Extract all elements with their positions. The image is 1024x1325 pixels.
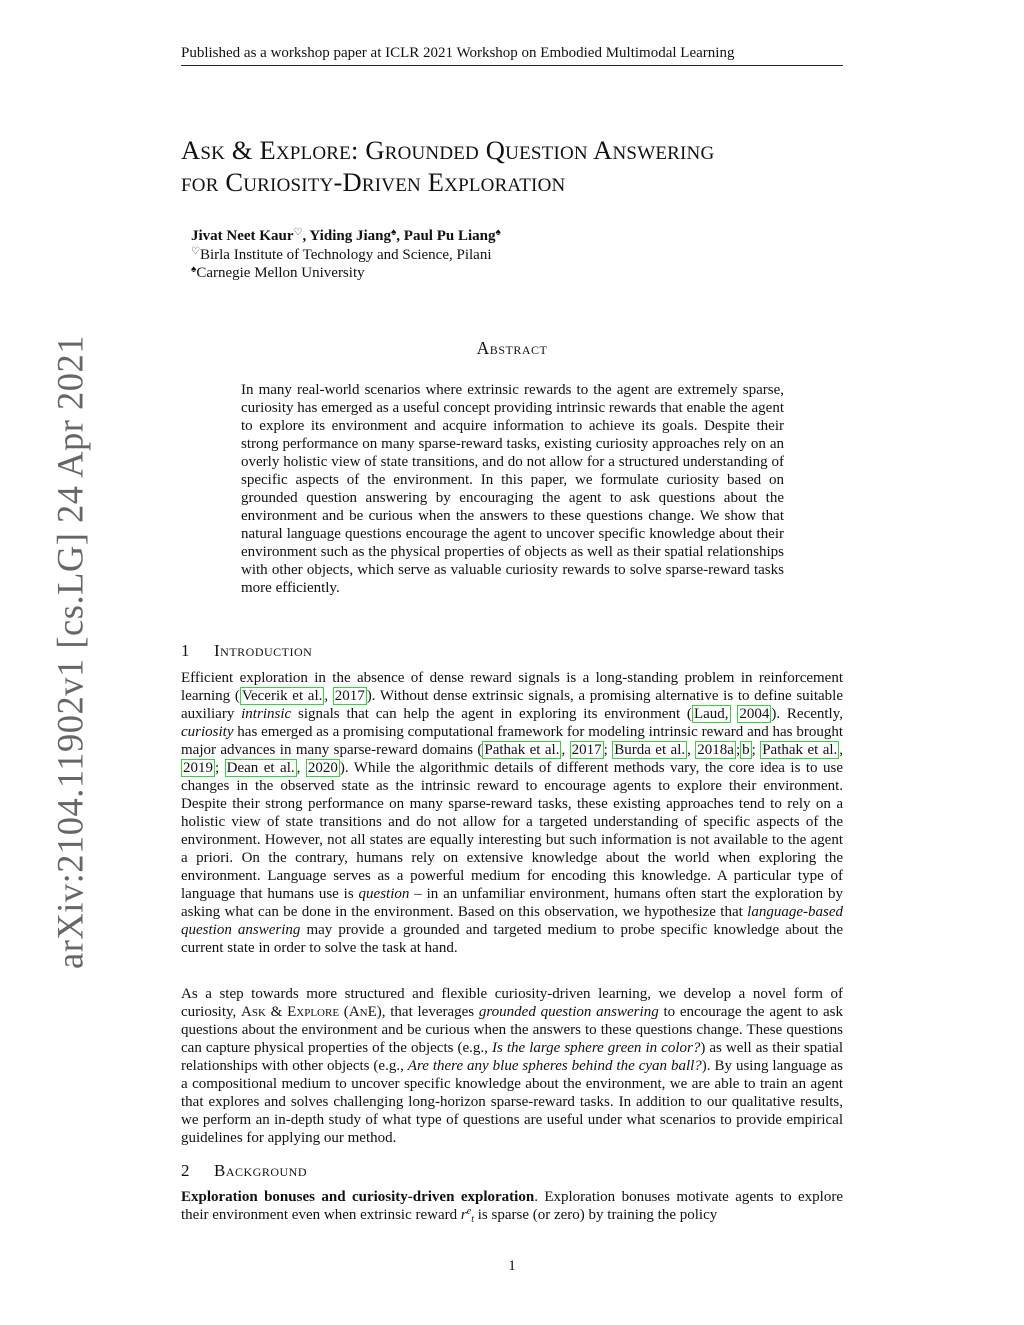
text-run: ; [603,742,613,758]
text-run: , [839,742,844,758]
affiliation-mark-spade: ♠ [390,227,397,238]
citation-link[interactable]: b [742,742,750,758]
affiliation-1 [191,246,791,265]
text-run: , [687,742,696,758]
text-run: ; [215,760,225,776]
author-names [191,227,791,246]
section-title: Background [214,1161,308,1180]
affiliation-2 [191,264,791,283]
paragraph-lead: Exploration bonuses and curiosity-driven exploration [181,1189,535,1205]
abstract-heading: Abstract [476,338,548,358]
author-1: Jivat Neet Kaur [191,228,294,244]
text-run: has emerged as a promising computational framework for modeling intrinsic reward and has brought major advances in many sparse-reward domains ( [181,724,843,758]
author-3: Paul Pu Liang [403,228,496,244]
text-run: is sparse (or zero) by training the policy [473,1207,718,1223]
citation-link[interactable]: Dean et al. [226,760,295,776]
text-run: , [324,688,333,704]
running-header: Published as a workshop paper at ICLR 2021 Workshop on Embodied Multimodal Learning [181,44,843,66]
text-run: may provide a grounded and targeted medium to probe specific knowledge about the current state in order to solve the task at hand. [181,922,843,956]
citation-link[interactable]: Pathak et al. [484,742,560,758]
title-line-2: for Curiosity-Driven Exploration [181,167,566,197]
affiliation-mark-heart: ♡ [293,227,303,238]
emphasis: Is the large sphere green in color? [491,1040,701,1056]
math-superscript: e [466,1206,472,1217]
text-run: to encourage the agent to ask questions about the environment and be curious when the answers to these questions change. These questions can capture physical properties of the objects (e.g., [181,1004,843,1056]
emphasis: intrinsic [241,706,292,722]
citation-link[interactable]: Pathak et al. [762,742,838,758]
citation-link[interactable]: Laud, [693,706,729,722]
citation-link[interactable]: 2020 [307,760,338,776]
text-run: . Exploration bonuses motivate agents to explore their environment even when extrinsic reward [181,1189,843,1223]
affiliation-mark-spade: ♠ [191,264,197,275]
text-run: , [561,742,570,758]
title-line-1: Ask & Explore: Grounded Question Answering [181,135,715,165]
section-heading-background [181,1161,843,1181]
text-run: As a step towards more structured and flexible curiosity-driven learning, we develop a novel form of curiosity, [181,986,843,1020]
intro-paragraph-1 [181,669,843,957]
text-run: ). By using language as a compositional medium to uncover specific knowledge about the environment, we are able to train an agent that explores and solves challenging long-horizon sparse-reward tasks. In addition to our qualitative results, we perform an in-depth study of what type of questions are useful under what scenarios to provide empirical guidelines for applying our method. [181,1058,843,1146]
citation-link[interactable]: 2004 [739,706,770,722]
emphasis: grounded question answering [478,1004,659,1020]
text-run: signals that can help the agent in exploring its environment ( [291,706,692,722]
math-subscript: t [471,1214,474,1225]
section-number: 1 [181,641,190,660]
emphasis: curiosity [181,724,234,740]
author-separator: , [302,228,310,244]
citation-link[interactable]: 2017 [334,688,365,704]
citation-link[interactable]: Burda et al. [614,742,686,758]
math-reward-symbol [461,1207,474,1223]
author-block [191,227,791,283]
text-run: – in an unfamiliar environment, humans often start the exploration by asking what can be done in the environment. Based on this observation, we hypothesize that [181,886,843,920]
method-abbreviation: AnE [348,1004,377,1020]
author-2: Yiding Jiang [309,228,391,244]
page-number: 1 [508,1258,516,1274]
text-run: ( [339,1004,349,1020]
text-run: , [296,760,306,776]
author-separator: , [396,228,404,244]
paper-title [181,134,861,198]
text-run: ) as well as their spatial relationships with other objects (e.g., [181,1040,843,1074]
method-name: Ask & Explore [241,1004,340,1020]
section-title: Introduction [214,641,313,660]
emphasis: Are there any blue spheres behind the cyan ball? [407,1058,702,1074]
citation-link[interactable]: 2017 [571,742,602,758]
text-run: Efficient exploration in the absence of dense reward signals is a long-standing problem in reinforcement learning ( [181,670,843,704]
background-paragraph-1 [181,1188,843,1224]
affiliation-1-text: Birla Institute of Technology and Science, Pilani [199,246,492,263]
abstract-text: In many real-world scenarios where extrinsic rewards to the agent are extremely sparse, curiosity has emerged as a useful concept providing intrinsic rewards that enable the agent to explore its environment and acquire information to achieve its goals. Despite their strong performance on many sparse-reward tasks, existing curiosity approaches rely on an overly holistic view of state transitions, and do not allow for a structured understanding of specific aspects of the environment. In this paper, we formulate curiosity based on grounded question answering by encouraging the agent to ask questions about the environment and be curious when the answers to these questions change. We show that natural language questions encourage the agent to uncover specific knowledge about their environment such as the physical properties of objects as well as their spatial relationships with other objects, which serve as valuable curiosity rewards to solve sparse-reward tasks more efficiently. [241,382,784,596]
arxiv-stamp: arXiv:2104.11902v1 [cs.LG] 24 Apr 2021 [49,334,91,970]
section-number: 2 [181,1161,190,1180]
intro-paragraph-2 [181,985,843,1147]
text-run: ), that leverages [376,1004,479,1020]
section-heading-introduction [181,641,843,661]
math-base: r [460,1207,467,1223]
citation-link[interactable]: Vecerik et al. [241,688,323,704]
text-run: ; [735,742,741,758]
affiliation-mark-heart: ♡ [191,245,200,257]
citation-link[interactable]: 2018a [697,742,734,758]
text-run: ). Without dense extrinsic signals, a promising alternative is to define suitable auxiliary [181,688,843,722]
affiliation-mark-spade: ♠ [495,227,501,238]
emphasis: question [358,886,410,902]
text-run: ). Recently, [771,706,843,722]
affiliation-2-text: Carnegie Mellon University [196,265,365,281]
text-run: ). While the algorithmic details of different methods vary, the core idea is to use changes in the observed state as the intrinsic reward to encourage agents to explore their environment. Despite their strong performance on many sparse-reward tasks, these existing approaches tend to rely on a holistic view of state transitions and do not allow for a targeted understanding of specific aspects of the environment. However, not all states are equally interesting but such information is not available to the agent a priori. On the contrary, humans rely on extensive knowledge about the world when exploring the environment. Language serves as a powerful medium for encoding this knowledge. A particular type of language that humans use is [181,760,843,902]
emphasis: language-based question answering [181,904,843,938]
text-run: ; [751,742,761,758]
citation-link[interactable]: 2019 [183,760,213,776]
